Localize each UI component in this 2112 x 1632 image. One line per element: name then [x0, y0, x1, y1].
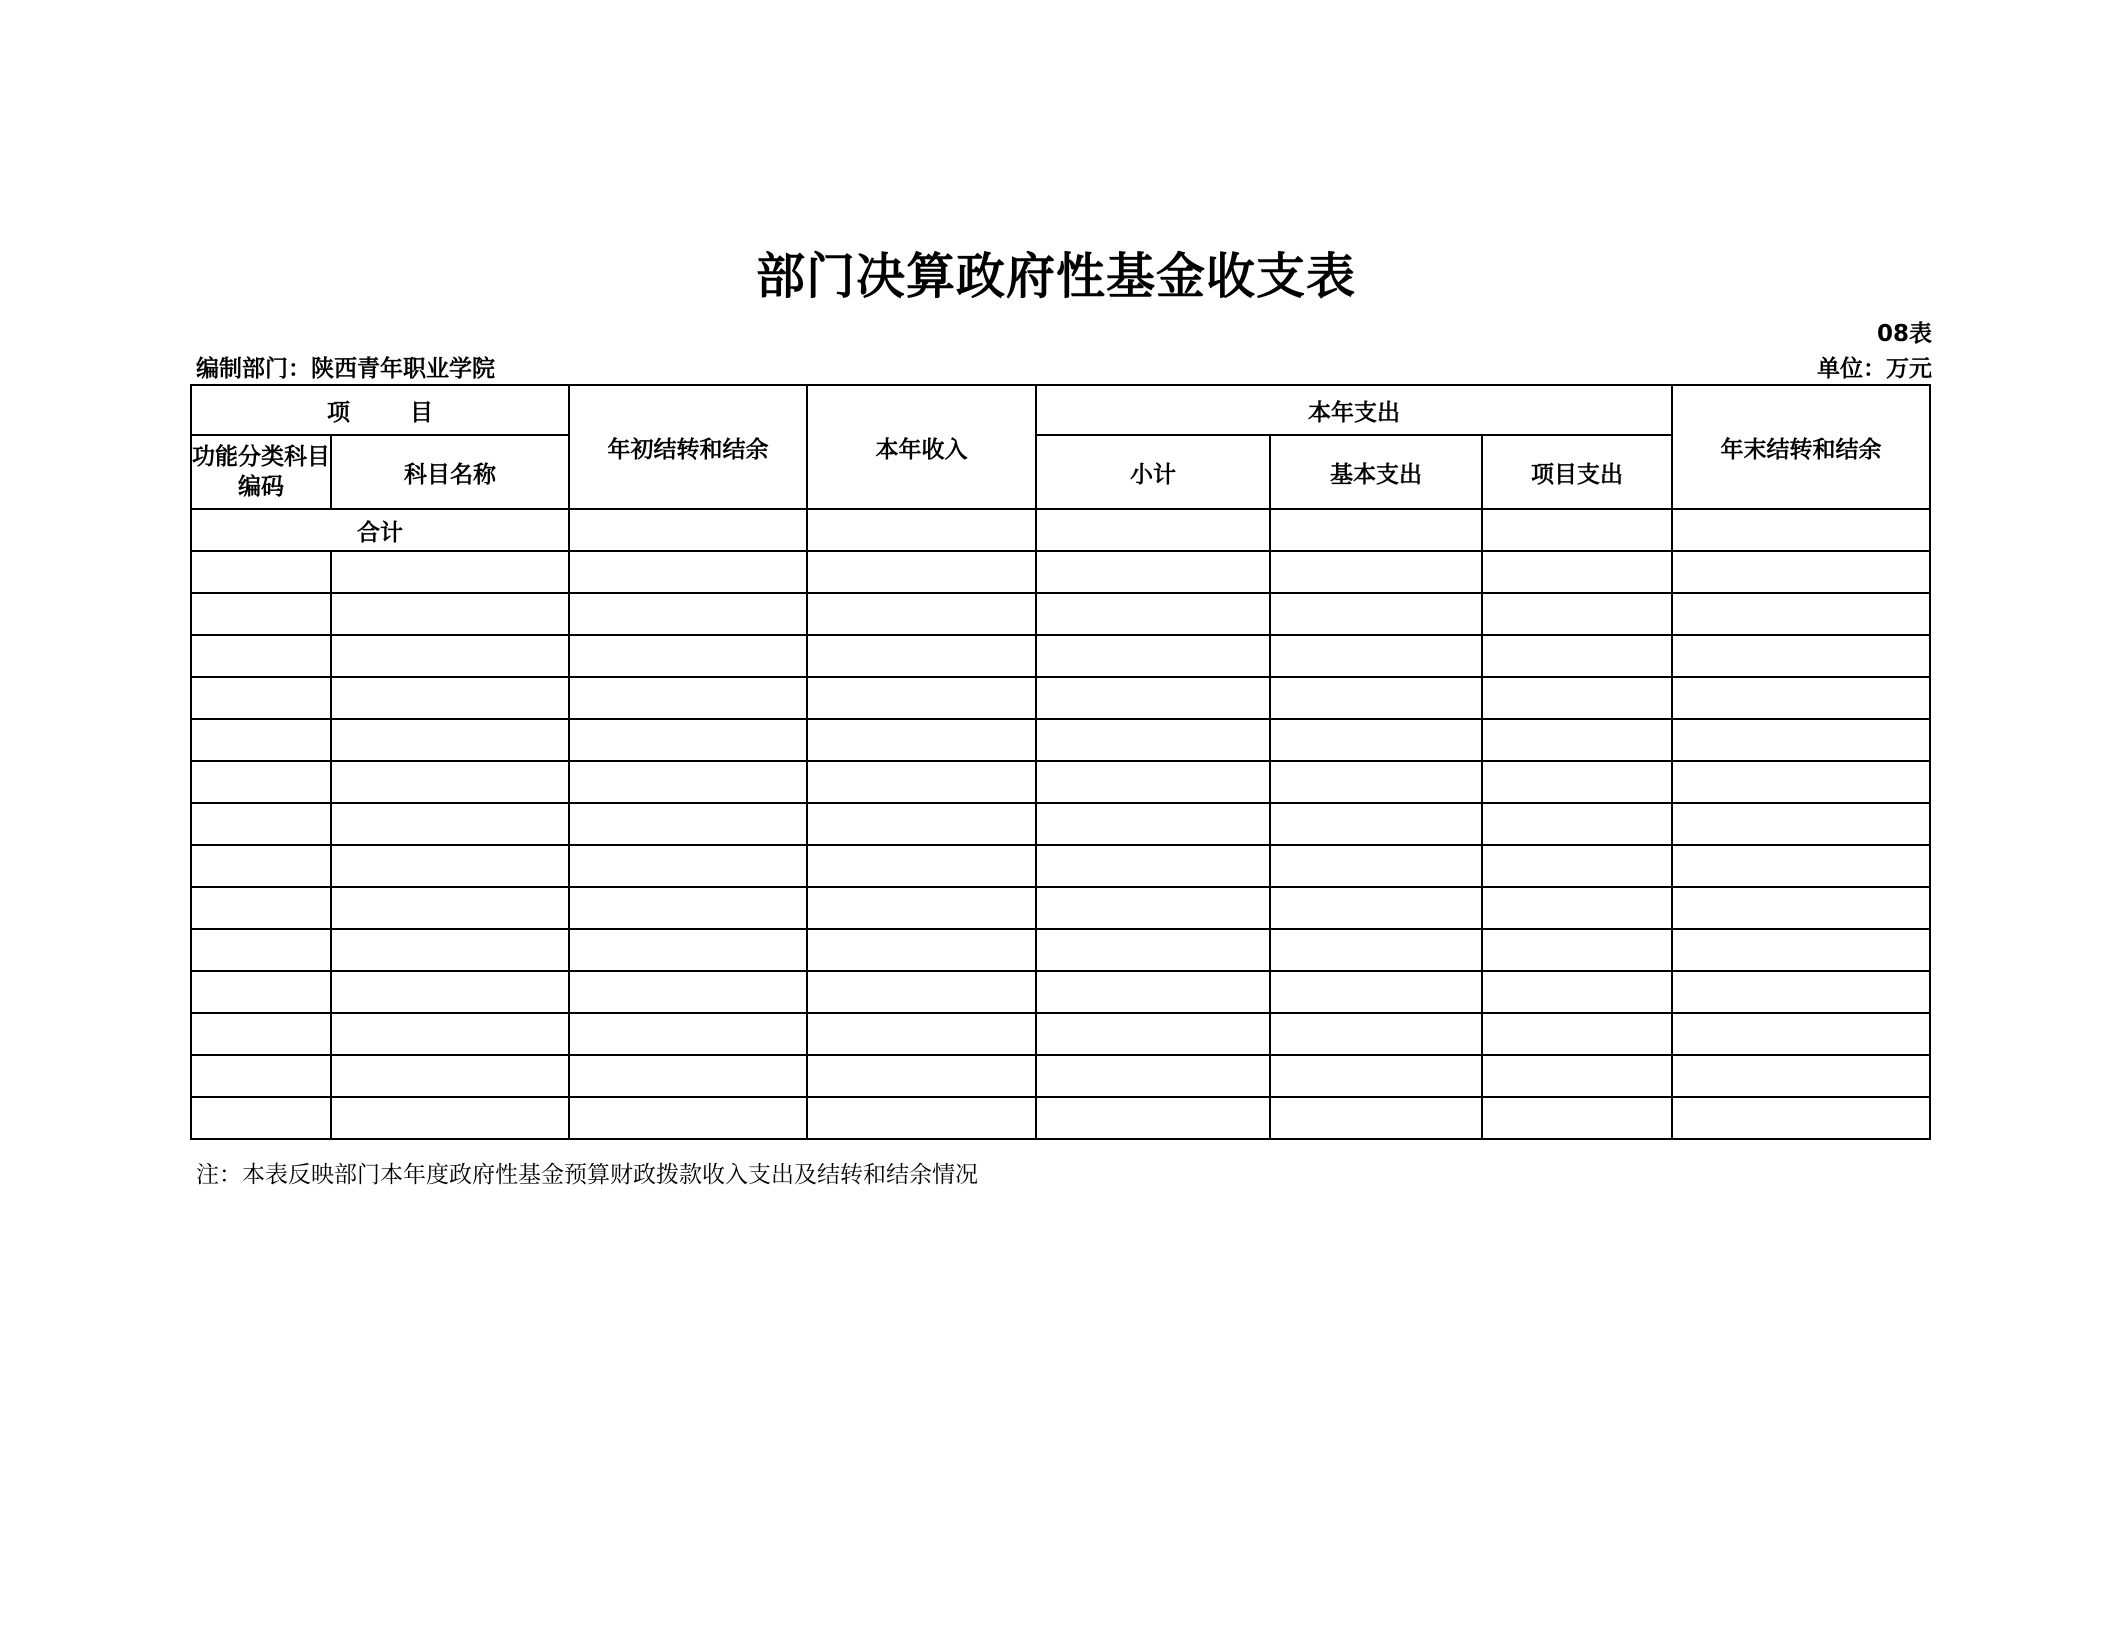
table-cell	[1036, 635, 1270, 677]
table-cell	[191, 593, 331, 635]
code-header	[191, 435, 331, 509]
table-cell	[1672, 1097, 1930, 1139]
table-row	[191, 761, 1930, 803]
table-row	[191, 1097, 1930, 1139]
table-cell	[1036, 971, 1270, 1013]
table-cell	[1482, 761, 1672, 803]
table-cell	[1482, 929, 1672, 971]
header-row-2	[191, 435, 1930, 509]
table-cell	[1036, 1097, 1270, 1139]
expense-header: 本年支出	[1036, 385, 1672, 435]
table-cell	[569, 803, 807, 845]
total-cell	[1036, 509, 1270, 551]
table-cell	[807, 719, 1036, 761]
table-cell	[1270, 761, 1482, 803]
table-cell	[191, 719, 331, 761]
table-cell	[331, 929, 569, 971]
header-row-1	[191, 385, 1930, 435]
table-cell	[331, 719, 569, 761]
table-cell	[1036, 1013, 1270, 1055]
table-cell	[1036, 551, 1270, 593]
table-cell	[1672, 551, 1930, 593]
table-cell	[569, 929, 807, 971]
table-number: 08表	[1876, 321, 1932, 347]
table-cell	[1270, 1013, 1482, 1055]
table-cell	[569, 1097, 807, 1139]
total-cell	[1672, 509, 1930, 551]
table-cell	[1672, 971, 1930, 1013]
table-cell	[807, 677, 1036, 719]
table-cell	[1270, 719, 1482, 761]
table-cell	[807, 971, 1036, 1013]
table-cell	[1672, 887, 1930, 929]
end-balance-header: 年末结转和结余	[1672, 385, 1930, 509]
table-cell	[1672, 719, 1930, 761]
table-cell	[1672, 761, 1930, 803]
table-cell	[331, 803, 569, 845]
table-row	[191, 929, 1930, 971]
table-cell	[569, 677, 807, 719]
table-cell	[807, 1013, 1036, 1055]
table-row	[191, 887, 1930, 929]
table-cell	[1482, 677, 1672, 719]
table-cell	[331, 1097, 569, 1139]
table-cell	[1270, 1055, 1482, 1097]
table-cell	[331, 593, 569, 635]
table-cell	[1036, 761, 1270, 803]
item-header-right: 目	[410, 399, 433, 426]
table-cell	[1270, 887, 1482, 929]
table-cell	[1482, 887, 1672, 929]
table-cell	[191, 1055, 331, 1097]
table-cell	[1270, 971, 1482, 1013]
table-cell	[807, 761, 1036, 803]
table-cell	[569, 719, 807, 761]
total-row	[191, 509, 1930, 551]
table-cell	[807, 803, 1036, 845]
table-cell	[191, 761, 331, 803]
table-cell	[1482, 551, 1672, 593]
item-header-left: 项	[327, 399, 350, 426]
table-cell	[1482, 635, 1672, 677]
table-cell	[569, 1013, 807, 1055]
table-cell	[1036, 887, 1270, 929]
table-cell	[1482, 719, 1672, 761]
table-cell	[1672, 845, 1930, 887]
name-header: 科目名称	[331, 435, 569, 509]
table-cell	[1482, 1097, 1672, 1139]
table-row	[191, 551, 1930, 593]
table-cell	[1672, 929, 1930, 971]
table-cell	[1270, 593, 1482, 635]
table-cell	[191, 887, 331, 929]
item-header	[191, 385, 569, 435]
table-cell	[1270, 677, 1482, 719]
table-cell	[331, 887, 569, 929]
table-cell	[191, 929, 331, 971]
basic-expense-header: 基本支出	[1270, 435, 1482, 509]
table-cell	[191, 635, 331, 677]
table-cell	[331, 1013, 569, 1055]
table-cell	[807, 635, 1036, 677]
table-cell	[1270, 1097, 1482, 1139]
table-row	[191, 677, 1930, 719]
table-cell	[191, 551, 331, 593]
total-cell	[1270, 509, 1482, 551]
table-cell	[1482, 1055, 1672, 1097]
table-cell	[569, 971, 807, 1013]
table-cell	[1482, 1013, 1672, 1055]
dept-name: 陕西青年职业学院	[311, 356, 495, 382]
table-cell	[569, 887, 807, 929]
table-cell	[569, 845, 807, 887]
table-cell	[191, 971, 331, 1013]
table-cell	[569, 761, 807, 803]
table-cell	[1482, 971, 1672, 1013]
table-cell	[569, 551, 807, 593]
total-cell	[807, 509, 1036, 551]
table-cell	[1482, 593, 1672, 635]
table-cell	[191, 803, 331, 845]
table-row	[191, 593, 1930, 635]
table-cell	[331, 845, 569, 887]
total-cell	[1482, 509, 1672, 551]
table-note: 注：本表反映部门本年度政府性基金预算财政拨款收入支出及结转和结余情况	[196, 1162, 978, 1188]
table-cell	[1672, 1055, 1930, 1097]
total-label: 合计	[191, 509, 569, 551]
table-cell	[1270, 551, 1482, 593]
table-cell	[1270, 929, 1482, 971]
table-cell	[1036, 1055, 1270, 1097]
table-row	[191, 803, 1930, 845]
table-cell	[1270, 845, 1482, 887]
table-row	[191, 1055, 1930, 1097]
fund-table	[190, 384, 1931, 1140]
table-cell	[807, 1097, 1036, 1139]
table-cell	[331, 1055, 569, 1097]
table-cell	[1482, 803, 1672, 845]
table-cell	[807, 593, 1036, 635]
table-cell	[331, 971, 569, 1013]
table-cell	[807, 1055, 1036, 1097]
table-cell	[1672, 593, 1930, 635]
subtotal-header: 小计	[1036, 435, 1270, 509]
table-cell	[331, 761, 569, 803]
total-cell	[569, 509, 807, 551]
table-cell	[1036, 593, 1270, 635]
table-cell	[807, 845, 1036, 887]
table-cell	[807, 929, 1036, 971]
table-cell	[1036, 719, 1270, 761]
table-cell	[191, 677, 331, 719]
table-cell	[807, 887, 1036, 929]
table-row	[191, 971, 1930, 1013]
table-row	[191, 1013, 1930, 1055]
table-cell	[1672, 635, 1930, 677]
table-cell	[331, 551, 569, 593]
project-expense-header: 项目支出	[1482, 435, 1672, 509]
income-header: 本年收入	[807, 385, 1036, 509]
table-cell	[1270, 803, 1482, 845]
table-cell	[191, 1097, 331, 1139]
table-cell	[1036, 929, 1270, 971]
table-cell	[331, 635, 569, 677]
table-cell	[1672, 803, 1930, 845]
blank-rows	[191, 551, 1930, 1139]
page-title: 部门决算政府性基金收支表	[755, 247, 1356, 305]
table-cell	[1036, 845, 1270, 887]
table-cell	[1672, 677, 1930, 719]
table-cell	[1036, 803, 1270, 845]
table-cell	[1482, 845, 1672, 887]
table-cell	[331, 677, 569, 719]
table-cell	[1270, 635, 1482, 677]
table-row	[191, 635, 1930, 677]
table-cell	[1672, 1013, 1930, 1055]
table-cell	[191, 1013, 331, 1055]
table-row	[191, 719, 1930, 761]
table-cell	[1036, 677, 1270, 719]
compiling-department	[196, 350, 495, 383]
dept-label: 编制部门：	[196, 356, 311, 382]
table-row	[191, 845, 1930, 887]
table-cell	[569, 1055, 807, 1097]
table-cell	[191, 845, 331, 887]
table-cell	[569, 593, 807, 635]
code-header-text: 功能分类科目编码	[192, 444, 330, 500]
unit-label: 单位：万元	[1817, 356, 1932, 382]
table-cell	[807, 551, 1036, 593]
begin-balance-header: 年初结转和结余	[569, 385, 807, 509]
table-cell	[569, 635, 807, 677]
